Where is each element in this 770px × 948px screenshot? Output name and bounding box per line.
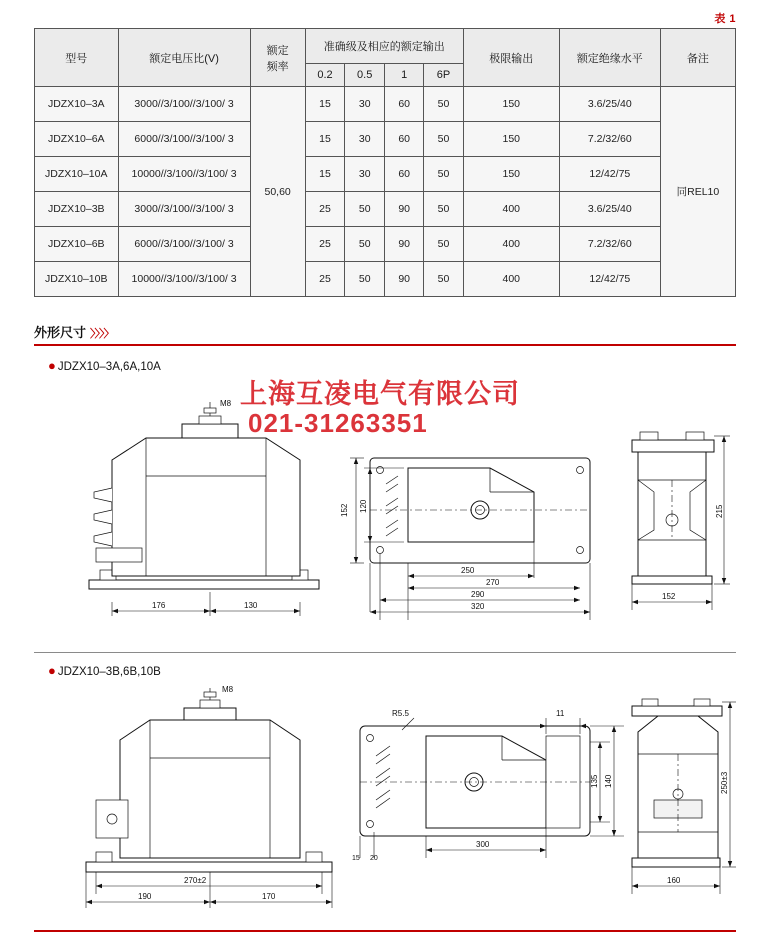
cell-acc-0-5: 50 [345, 227, 385, 262]
header-acc-6p: 6P [424, 64, 463, 87]
cell-acc-1: 60 [385, 157, 424, 192]
header-frequency-line1: 额定 [266, 44, 289, 57]
cell-acc-0-2: 15 [305, 122, 345, 157]
cell-insulation: 3.6/25/40 [559, 192, 660, 227]
table-row [35, 227, 736, 262]
dim-a-front-right: 130 [244, 601, 258, 610]
cell-acc-1: 90 [385, 192, 424, 227]
cell-model: JDZX10–6A [35, 122, 119, 157]
header-limit-output: 极限输出 [463, 29, 559, 87]
header-model: 型号 [35, 29, 119, 87]
cell-acc-6p: 50 [424, 87, 463, 122]
cell-limit: 400 [463, 262, 559, 297]
cell-acc-1: 90 [385, 227, 424, 262]
dim-b-top-h2: 140 [604, 774, 613, 788]
cell-acc-0-2: 25 [305, 192, 345, 227]
drawing-b-label [48, 664, 161, 678]
dim-b-top-h1: 135 [590, 774, 599, 788]
cell-acc-1: 60 [385, 87, 424, 122]
divider-red-bottom [34, 930, 736, 932]
table-row [35, 262, 736, 297]
cell-acc-6p: 50 [424, 157, 463, 192]
dim-a-front-bolt: M8 [220, 399, 232, 408]
cell-acc-0-5: 30 [345, 122, 385, 157]
drawing-a-top-view [340, 458, 590, 620]
drawing-b-side-view [632, 699, 736, 894]
cell-acc-0-5: 50 [345, 262, 385, 297]
cell-insulation: 12/42/75 [559, 157, 660, 192]
header-frequency [250, 29, 305, 87]
cell-acc-6p: 50 [424, 192, 463, 227]
cell-ratio: 6000//3/100//3/100/ 3 [118, 227, 250, 262]
cell-ratio: 3000//3/100//3/100/ 3 [118, 192, 250, 227]
table-caption: 表 1 [714, 13, 736, 25]
dim-b-side-h: 250±3 [720, 771, 729, 794]
cell-note: 同REL10 [660, 87, 735, 297]
header-frequency-line2: 频率 [266, 60, 289, 73]
section-arrows: 〉〉〉〉 [90, 328, 114, 340]
dim-b-top-d3: 20 [370, 855, 378, 862]
dim-b-front-left: 190 [138, 892, 152, 901]
drawing-group-a [34, 380, 736, 645]
cell-acc-0-2: 15 [305, 157, 345, 192]
cell-model: JDZX10–3B [35, 192, 119, 227]
dim-a-top-d2: 270 [486, 578, 500, 587]
header-accuracy-group: 准确级及相应的额定输出 [305, 29, 463, 64]
dim-b-side-w: 160 [667, 876, 681, 885]
divider-red-top [34, 344, 736, 346]
dim-a-top-d4: 320 [471, 602, 485, 611]
dim-b-front-right: 170 [262, 892, 276, 901]
cell-model: JDZX10–3A [35, 87, 119, 122]
cell-limit: 150 [463, 157, 559, 192]
dim-a-top-h2: 120 [359, 499, 368, 513]
cell-insulation: 12/42/75 [559, 262, 660, 297]
watermark-company: 上海互凌电气有限公司 [240, 379, 520, 409]
cell-frequency: 50,60 [250, 87, 305, 297]
dim-b-top-t1: 11 [556, 709, 565, 718]
cell-ratio: 3000//3/100//3/100/ 3 [118, 87, 250, 122]
dim-a-top-d3: 290 [471, 590, 485, 599]
cell-insulation: 7.2/32/60 [559, 122, 660, 157]
header-acc-1: 1 [385, 64, 424, 87]
dim-b-front-bolt: M8 [222, 685, 234, 694]
drawing-a-label [48, 359, 161, 373]
bullet-icon: ● [48, 663, 56, 678]
dim-a-front-left: 176 [152, 601, 166, 610]
header-insulation-level: 额定绝缘水平 [559, 29, 660, 87]
cell-ratio: 10000//3/100//3/100/ 3 [118, 157, 250, 192]
drawing-b-top-view [352, 709, 624, 862]
dim-b-top-d2: 15 [352, 855, 360, 862]
cell-acc-0-2: 15 [305, 87, 345, 122]
drawing-b-label-text: JDZX10–3B,6B,10B [57, 666, 161, 678]
drawing-a-label-text: JDZX10–3A,6A,10A [57, 361, 161, 373]
table-row [35, 157, 736, 192]
table-row [35, 87, 736, 122]
cell-limit: 400 [463, 192, 559, 227]
cell-acc-0-2: 25 [305, 262, 345, 297]
cell-model: JDZX10–10A [35, 157, 119, 192]
dim-a-side-w: 152 [662, 592, 676, 601]
table-row [35, 122, 736, 157]
dim-b-top-d1: 300 [476, 840, 490, 849]
cell-insulation: 7.2/32/60 [559, 227, 660, 262]
cell-insulation: 3.6/25/40 [559, 87, 660, 122]
cell-acc-0-5: 30 [345, 87, 385, 122]
cell-acc-1: 60 [385, 122, 424, 157]
cell-limit: 150 [463, 122, 559, 157]
dim-a-side-h: 215 [715, 504, 724, 518]
cell-acc-0-5: 50 [345, 192, 385, 227]
header-acc-0-2: 0.2 [305, 64, 345, 87]
specification-table [34, 28, 736, 297]
cell-limit: 150 [463, 87, 559, 122]
cell-model: JDZX10–6B [35, 227, 119, 262]
drawing-a-side-view [632, 432, 730, 610]
dim-a-top-h1: 152 [340, 503, 349, 517]
cell-limit: 400 [463, 227, 559, 262]
section-heading [34, 322, 114, 341]
table-row [35, 192, 736, 227]
header-note: 备注 [660, 29, 735, 87]
dim-b-front-total: 270±2 [184, 876, 207, 885]
cell-acc-6p: 50 [424, 122, 463, 157]
cell-model: JDZX10–10B [35, 262, 119, 297]
bullet-icon: ● [48, 358, 56, 373]
header-acc-0-5: 0.5 [345, 64, 385, 87]
cell-acc-6p: 50 [424, 227, 463, 262]
dim-a-top-d1: 250 [461, 566, 475, 575]
drawing-b-front-view [86, 685, 332, 908]
section-title: 外形尺寸 [34, 325, 87, 340]
drawing-a-front-view [89, 399, 319, 616]
drawing-group-b [34, 682, 736, 912]
cell-acc-6p: 50 [424, 262, 463, 297]
cell-ratio: 10000//3/100//3/100/ 3 [118, 262, 250, 297]
table-header-row-1 [35, 29, 736, 64]
cell-acc-1: 90 [385, 262, 424, 297]
cell-acc-0-5: 30 [345, 157, 385, 192]
header-ratio: 额定电压比(V) [118, 29, 250, 87]
dim-b-top-radius: R5.5 [392, 709, 409, 718]
watermark-phone: 021-31263351 [248, 408, 428, 438]
divider-grey-mid [34, 652, 736, 653]
cell-ratio: 6000//3/100//3/100/ 3 [118, 122, 250, 157]
cell-acc-0-2: 25 [305, 227, 345, 262]
